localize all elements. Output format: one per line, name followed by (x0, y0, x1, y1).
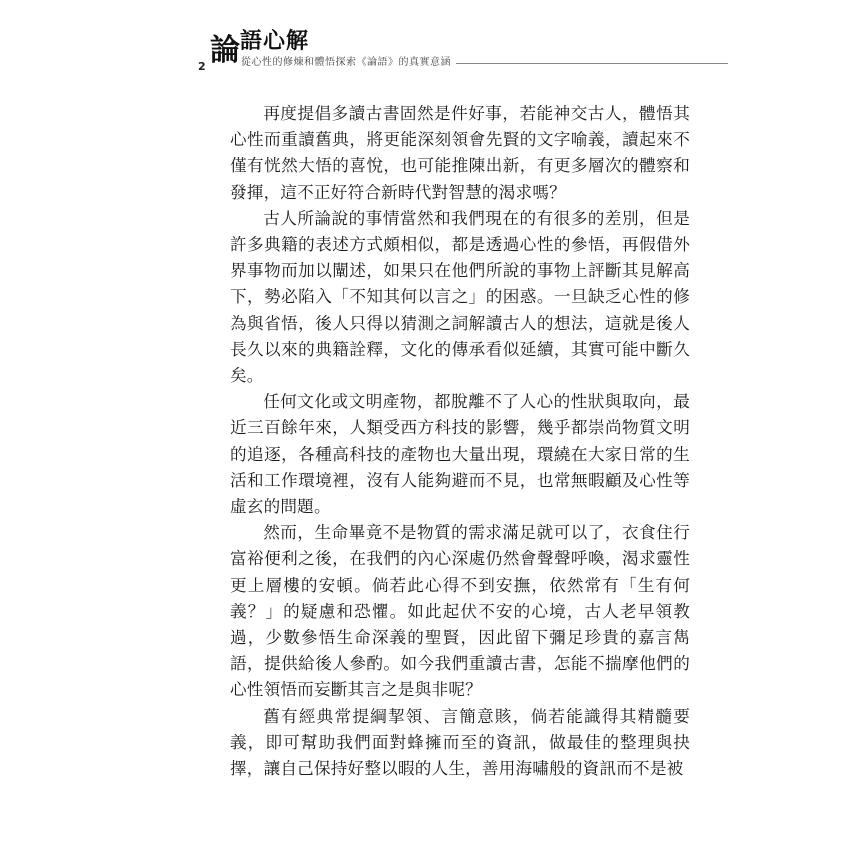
book-subtitle: 從心性的修煉和體悟探索《論語》的真實意涵 (241, 57, 451, 68)
paragraph: 古人所論說的事情當然和我們現在的有很多的差別，但是許多典籍的表述方式頗相似，都是透過心性的參悟，再假借外界事物而加以闡述，如果只在他們所說的事物上評斷其見解高下，勢必陷入「不知其何以言之」的困惑。一旦缺乏心性的修為與省悟，後人只得以猜測之詞解讀古人的想法，這就是後人長久以來的典籍詮釋，文化的傳承看似延續，其實可能中斷久矣。 (230, 208, 690, 386)
running-header (198, 30, 728, 74)
header-rule (456, 63, 728, 64)
paragraph: 舊有經典常提綱挈領、言簡意賅，倘若能識得其精髓要義，即可幫助我們面對蜂擁而至的資訊，做最佳的整理與抉擇，讓自己保持好整以暇的人生，善用海嘯般的資訊而不是被 (230, 706, 690, 779)
book-title-first-char: 論 (210, 33, 240, 68)
paragraph: 然而，生命畢竟不是物質的需求滿足就可以了，衣食住行富裕便利之後，在我們的內心深處仍然會聲聲呼喚，渴求靈性更上層樓的安頓。倘若此心得不到安撫，依然常有「生有何義？」的疑慮和恐懼。如此起伏不安的心境，古人老早領教過，少數參悟生命深義的聖賢，因此留下彌足珍貴的嘉言雋語，提供給後人參酌。如今我們重讀古書，怎能不揣摩他們的心性領悟而妄斷其言之是與非呢？ (230, 523, 690, 700)
body-text (230, 101, 690, 782)
paragraph: 再度提倡多讀古書固然是件好事，若能神交古人，體悟其心性而重讀舊典，將更能深刻領會先賢的文字喻義，讀起來不僅有恍然大悟的喜悅，也可能推陳出新，有更多層次的體察和發揮，這不正好符合新時代對智慧的渴求嗎？ (230, 104, 690, 202)
book-title: 語心解 (240, 28, 310, 54)
page-number: 2 (198, 60, 206, 73)
paragraph: 任何文化或文明產物，都脫離不了人心的性狀與取向，最近三百餘年來，人類受西方科技的影響，幾乎都崇尚物質文明的追逐，各種高科技的產物也大量出現，環繞在大家日常的生活和工作環境裡，沒有人能夠避而不見，也常無暇顧及心性等虛玄的問題。 (230, 392, 690, 517)
